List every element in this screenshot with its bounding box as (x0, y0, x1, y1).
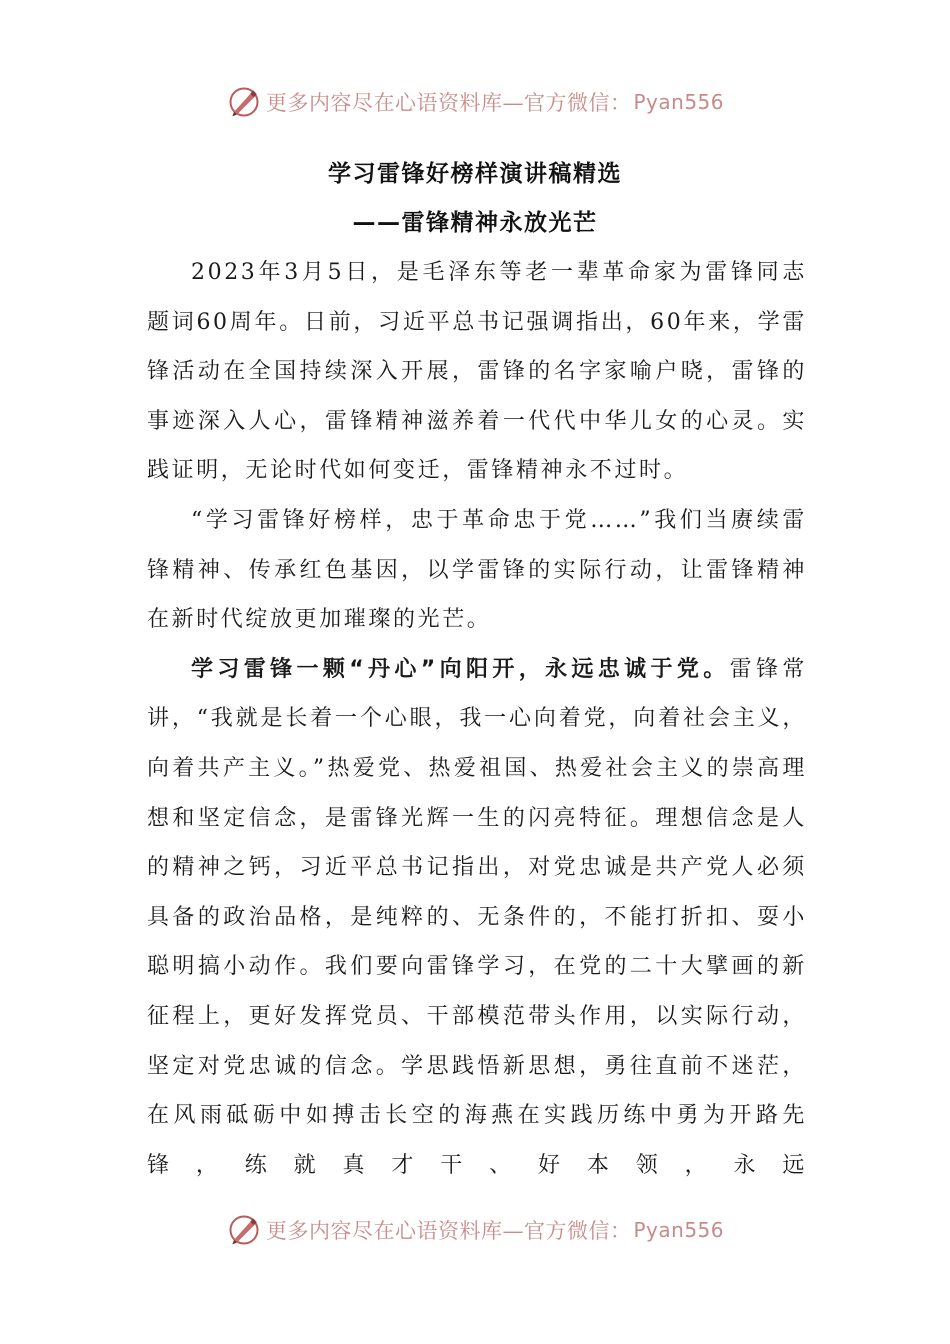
watermark-wechat-id: Pyan556 (633, 90, 724, 114)
paragraph-2 (147, 496, 807, 645)
paragraph-text: 2023年3月5日，是毛泽东等老一辈革命家为雷锋同志题词60周年。日前，习近平总书记强调指出，60年来，学雷锋活动在全国持续深入开展，雷锋的名字家喻户晓，雷锋的事迹深入人心，雷锋精神滋养着一代代中华儿女的心灵。实践证明，无论时代如何变迁，雷锋精神永不过时。 (147, 260, 807, 484)
paragraph-lead: 学习雷锋一颗“丹心”向阳开，永远忠诚于党。 (191, 656, 730, 682)
paragraph-3 (147, 645, 807, 1191)
pen-logo-icon (226, 1212, 262, 1248)
watermark-wechat-id: Pyan556 (633, 1218, 724, 1242)
document-body (147, 248, 807, 1190)
watermark-text: 更多内容尽在心语资料库—官方微信： (265, 1219, 632, 1243)
watermark-text: 更多内容尽在心语资料库—官方微信： (265, 91, 632, 115)
pen-logo-icon (226, 84, 262, 120)
watermark-footer (0, 1210, 950, 1250)
paragraph-text: 雷锋常讲，“我就是长着一个心眼，我一心向着党，向着社会主义，向着共产主义。”热爱党、热爱祖国、热爱社会主义的崇高理想和坚定信念，是雷锋光辉一生的闪亮特征。理想信念是人的精神之钙，习近平总书记指出，对党忠诚是共产党人必须具备的政治品格，是纯粹的、无条件的，不能打折扣、耍小聪明搞小动作。我们要向雷锋学习，在党的二十大擘画的新征程上，更好发挥党员、干部模范带头作用，以实际行动，坚定对党忠诚的信念。学思践悟新思想，勇往直前不迷茫，在风雨砥砺中如搏击长空的海燕在实践历练中勇为开路先锋，练就真才干、好本领，永远 (147, 656, 807, 1178)
document-title: 学习雷锋好榜样演讲稿精选 (328, 161, 622, 187)
paragraph-1 (147, 248, 807, 496)
document-subtitle: ——雷锋精神永放光芒 (352, 210, 598, 236)
paragraph-text: “学习雷锋好榜样，忠于革命忠于党……”我们当赓续雷锋精神、传承红色基因，以学雷锋的实际行动，让雷锋精神在新时代绽放更加璀璨的光芒。 (147, 507, 807, 633)
watermark-header (0, 82, 950, 122)
